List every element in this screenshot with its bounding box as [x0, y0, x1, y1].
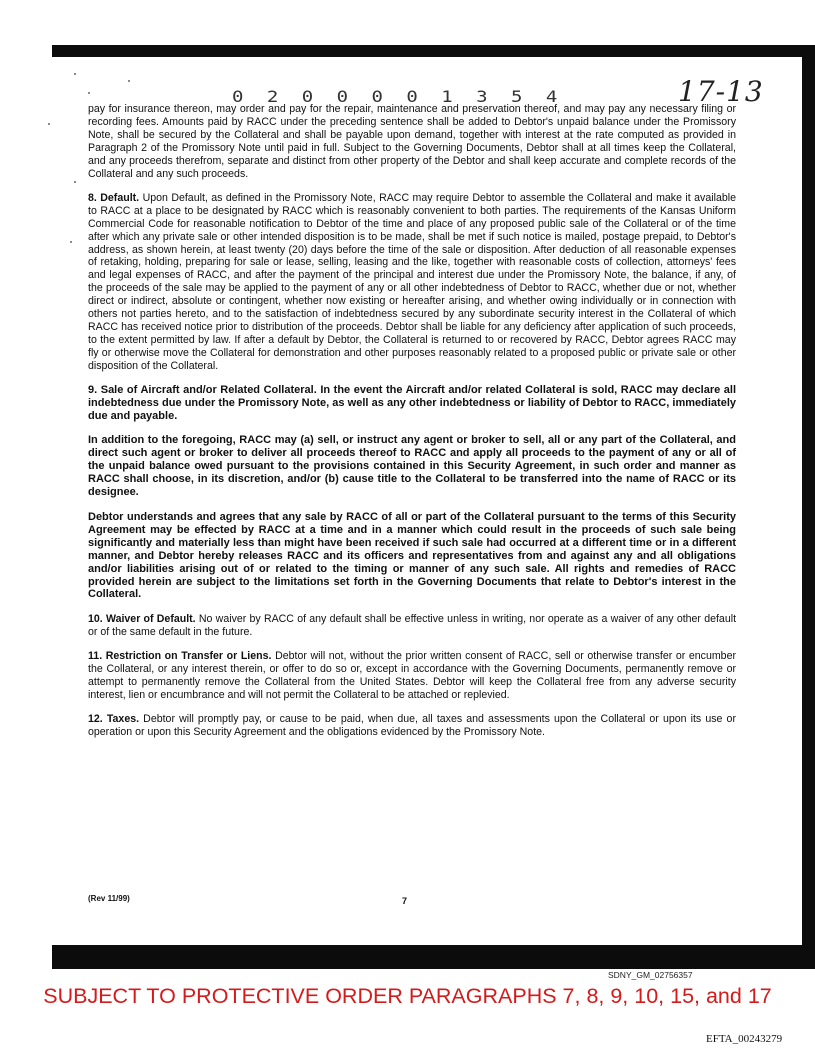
- scan-speck: [128, 80, 130, 82]
- scan-border-bottom: [52, 945, 815, 969]
- section-heading: 12. Taxes.: [88, 713, 140, 726]
- section-heading: 8. Default.: [88, 191, 140, 204]
- paragraph-debtor-release: [88, 511, 736, 602]
- revision-label: (Rev 11/99): [88, 894, 130, 903]
- paragraph-text: 9. Sale of Aircraft and/or Related Collateral. In the event the Aircraft and/or related Collateral is sold, RACC may declare all indebtedness due under the Promissory Note, as well as any other indebtedness or liability of Debtor to RACC, immediately due and payable.: [88, 384, 736, 423]
- paragraph-waiver: [88, 613, 736, 639]
- paragraph-text: Upon Default, as defined in the Promissory Note, RACC may require Debtor to assemble the Collateral and make it available to RACC at a place to be designated by RACC which is reasonably convenient to both parties. The requirements of the Kansas Uniform Commercial Code for reasonable notification to Debtor of the time and place of any proposed public sale of the Collateral or of the time after which any private sale or other intended disposition is to be made, shall be met if such notice is mailed, postage prepaid, to Debtor's address, as shown herein, at least twenty (20) days before the time of the sale or disposition. After deduction of all reasonable expenses of retaking, holding, preparing for sale or lease, selling, leasing and the like, together with reasonable costs of collection, attorneys' fees and legal expenses of RACC, and after the payment of the principal and interest due under the Promissory Note, the balance, if any, of the proceeds of the sale may be applied to the payment of any or all other indebtedness of Debtor to RACC, whether due or not, whether direct or indirect, absolute or contingent, whether now existing or hereafter arising, and whether owing individually or in connection with others not parties hereto, and to the satisfaction of indebtedness secured by any subordinate security interest in the Collateral of which RACC has received notice prior to distribution of the proceeds. Debtor shall be liable for any deficiency after application of such proceeds, to the extent permitted by law. If after a default by Debtor, the Collateral is returned to or recovered by RACC, Debtor agrees RACC may fly or otherwise move the Collateral for demonstration and other purposes reasonably related to a proposed public or private sale or other disposition of the Collateral.: [88, 191, 736, 372]
- scan-speck: [74, 73, 76, 75]
- scan-border-top: [52, 45, 815, 57]
- bates-number: SDNY_GM_02756357: [608, 970, 693, 980]
- scan-speck: [88, 92, 90, 94]
- paragraph-default: [88, 192, 736, 373]
- paragraph-text: No waiver by RACC of any default shall be effective unless in writing, nor operate as a waiver of any other default or of the same default in the future.: [88, 612, 737, 638]
- document-stamp-number: 0 2 0 0 0 0 1 3 5 4: [232, 87, 564, 107]
- scan-border-right: [802, 45, 815, 958]
- paragraph-text: Debtor understands and agrees that any sale by RACC of all or part of the Collateral pursuant to the terms of this Security Agreement may be effected by RACC at a time and in a manner which could result in the proceeds of such sale being significantly and materially less than might have been received if such sale had occurred at a different time or in a different manner, and Debtor hereby releases RACC and its officers and representatives from and against any and all obligations and/or liabilities arising out of or related to the timing or manner of any such sale. All rights and remedies of RACC provided herein are subject to the limitations set forth in the Governing Documents that relate to Debtor's interest in the Collateral.: [88, 510, 736, 601]
- section-heading: 10. Waiver of Default.: [88, 612, 196, 625]
- protective-order-banner: SUBJECT TO PROTECTIVE ORDER PARAGRAPHS 7, 8, 9, 10, 15, and 17: [43, 984, 772, 1008]
- paragraph-text: In addition to the foregoing, RACC may (a) sell, or instruct any agent or broker to sell, all or any part of the Collateral, and direct such agent or broker to deliver all proceeds thereof to RACC and apply all proceeds to the payment of any or all of the unpaid balance owed pursuant to the provisions contained in this Security Agreement, in such order and manner as RACC shall choose, in its discretion, and/or (b) cause title to the Collateral to be transferred into the name of RACC or its designee.: [88, 434, 736, 499]
- document-body: [88, 103, 736, 739]
- scan-speck: [74, 181, 76, 183]
- scan-speck: [70, 241, 72, 243]
- paragraph-text: Debtor will promptly pay, or cause to be paid, when due, all taxes and assessments upon the Collateral or upon its use or operation or upon this Security Agreement and the obligations evidenced by the Promissory Note.: [88, 713, 736, 739]
- paragraph-sale-of-aircraft: [88, 384, 736, 423]
- paragraph-restriction: [88, 650, 736, 702]
- efta-number: EFTA_00243279: [706, 1033, 783, 1045]
- page-number: 7: [402, 896, 408, 906]
- paragraph-text: pay for insurance thereon, may order and pay for the repair, maintenance and preservation thereof, and may pay any necessary filing or recording fees. Amounts paid by RACC under the preceding sentence shall be added to Debtor's unpaid balance under the Promissory Note, shall be secured by the Collateral and shall be payable upon demand, together with interest at the rate computed as provided in Paragraph 2 of the Promissory Note until paid in full. Subject to the Governing Documents, Debtor shall at all times keep the Collateral, and any proceeds therefrom, separate and distinct from other property of the Debtor and shall keep accurate and complete records of the Collateral and any such proceeds.: [88, 103, 736, 180]
- paragraph-text: Debtor will not, without the prior written consent of RACC, sell or otherwise transfer or encumber the Collateral, or any interest therein, or offer to do so or, except in accordance with the Governing Documents, permanently remove or attempt to permanently remove the Collateral from the United States. Debtor will keep the Collateral free from any adverse security interest, lien or encumbrance and will not permit the Collateral to be attached or replevied.: [88, 650, 736, 701]
- handwritten-page-note: 17-13: [678, 75, 764, 108]
- scan-speck: [48, 123, 50, 125]
- section-heading: 11. Restriction on Transfer or Liens.: [88, 650, 272, 663]
- paragraph-taxes: [88, 713, 736, 739]
- paragraph-additional-remedies: [88, 434, 736, 499]
- paragraph-continued: [88, 103, 736, 180]
